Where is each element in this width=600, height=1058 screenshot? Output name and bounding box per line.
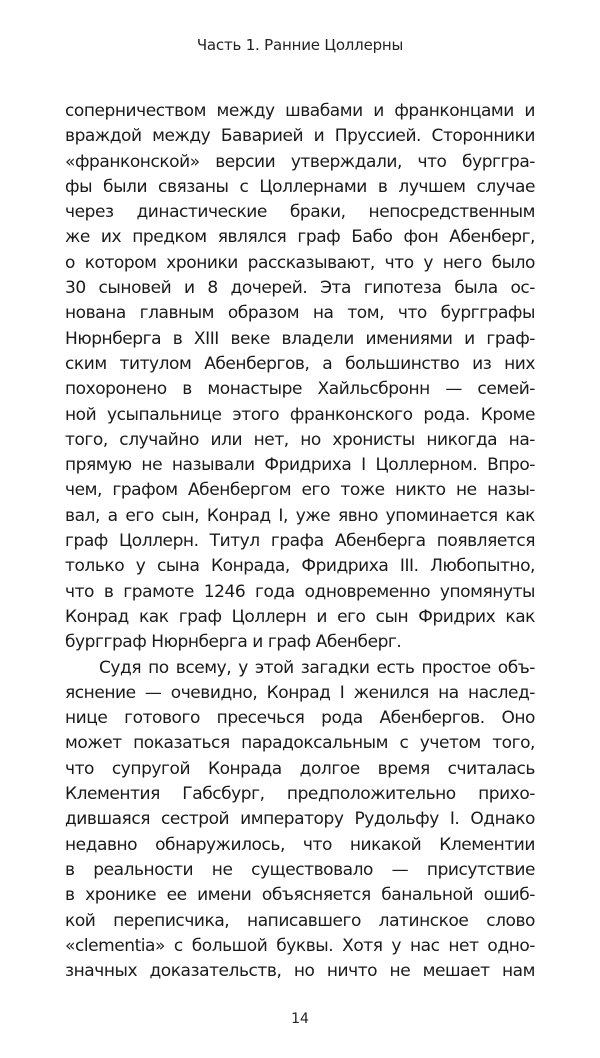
running-header-title: Часть 1. Ранние Цоллерны <box>196 36 404 54</box>
text-line: в хронике ее имени объясняется банальной ошиб- <box>65 885 535 906</box>
text-line: чем, графом Абенбергом его тоже никто не назы- <box>65 480 535 501</box>
text-line: вал, а его сын, Конрад I, уже явно упоминается как <box>65 505 535 526</box>
page-body-text <box>65 99 535 984</box>
text-line: враждой между Баварией и Пруссией. Сторонники <box>65 126 535 147</box>
text-line: яснение — очевидно, Конрад I женился на наслед- <box>65 682 535 703</box>
text-line: Судя по всему, у этой загадки есть простое объ- <box>99 657 535 678</box>
text-line: что в грамоте 1246 года одновременно упомянуты <box>65 581 535 602</box>
text-line: похоронено в монастыре Хайльсбронн — семей- <box>65 379 535 400</box>
text-line: бургграф Нюрнберга и граф Абенберг. <box>65 632 402 653</box>
text-line: нована главным образом на том, что бургграфы <box>65 303 535 324</box>
paragraph-1 <box>65 99 535 656</box>
text-line: через династические браки, непосредственным <box>65 202 535 223</box>
page-number: 14 <box>291 1011 309 1027</box>
text-line: «франконской» версии утверждали, что бурггра- <box>65 151 535 172</box>
text-line: недавно обнаружилось, что никакой Клементии <box>65 834 535 855</box>
text-line: прямую не называли Фридриха I Цоллерном. Впро- <box>65 455 535 476</box>
text-line: Клементия Габсбург, предположительно прихо- <box>65 784 535 805</box>
text-line: же их предком являлся граф Бабо фон Абенберг, <box>65 227 535 248</box>
text-line: ским титулом Абенбергов, а большинство из них <box>65 353 535 374</box>
text-line: дившаяся сестрой императору Рудольфу I. Однако <box>65 809 535 830</box>
text-line: «clementia» с большой буквы. Хотя у нас нет одно- <box>65 935 535 956</box>
text-line: того, случайно или нет, но хронисты никогда на- <box>65 429 535 450</box>
text-line: о котором хроники рассказывают, что у него было <box>65 252 535 273</box>
text-line: Нюрнберга в XIII веке владели имениями и граф- <box>65 328 535 349</box>
text-line: Конрад как граф Цоллерн и его сын Фридрих как <box>65 606 535 627</box>
text-line: кой переписчика, написавшего латинское слово <box>65 910 535 931</box>
paragraph-2 <box>65 656 535 985</box>
text-line: значных доказательств, но ничто не мешает нам <box>65 961 535 982</box>
text-line: ной усыпальнице этого франконского рода. Кроме <box>65 404 535 425</box>
text-line: нице готового пресечься рода Абенбергов. Оно <box>65 708 535 729</box>
text-line: 30 сыновей и 8 дочерей. Эта гипотеза была ос- <box>65 278 535 299</box>
text-line: может показаться парадоксальным с учетом того, <box>65 733 535 754</box>
text-line: в реальности не существовало — присутствие <box>65 859 535 880</box>
text-line: только у сына Конрада, Фридриха III. Любопытно, <box>65 556 535 577</box>
text-line: соперничеством между швабами и франконцами и <box>65 101 535 121</box>
text-line: граф Цоллерн. Титул графа Абенберга появляется <box>65 531 535 552</box>
text-line: что супругой Конрада долгое время считалась <box>65 758 535 779</box>
text-line: фы были связаны с Цоллернами в лучшем случае <box>65 176 535 197</box>
